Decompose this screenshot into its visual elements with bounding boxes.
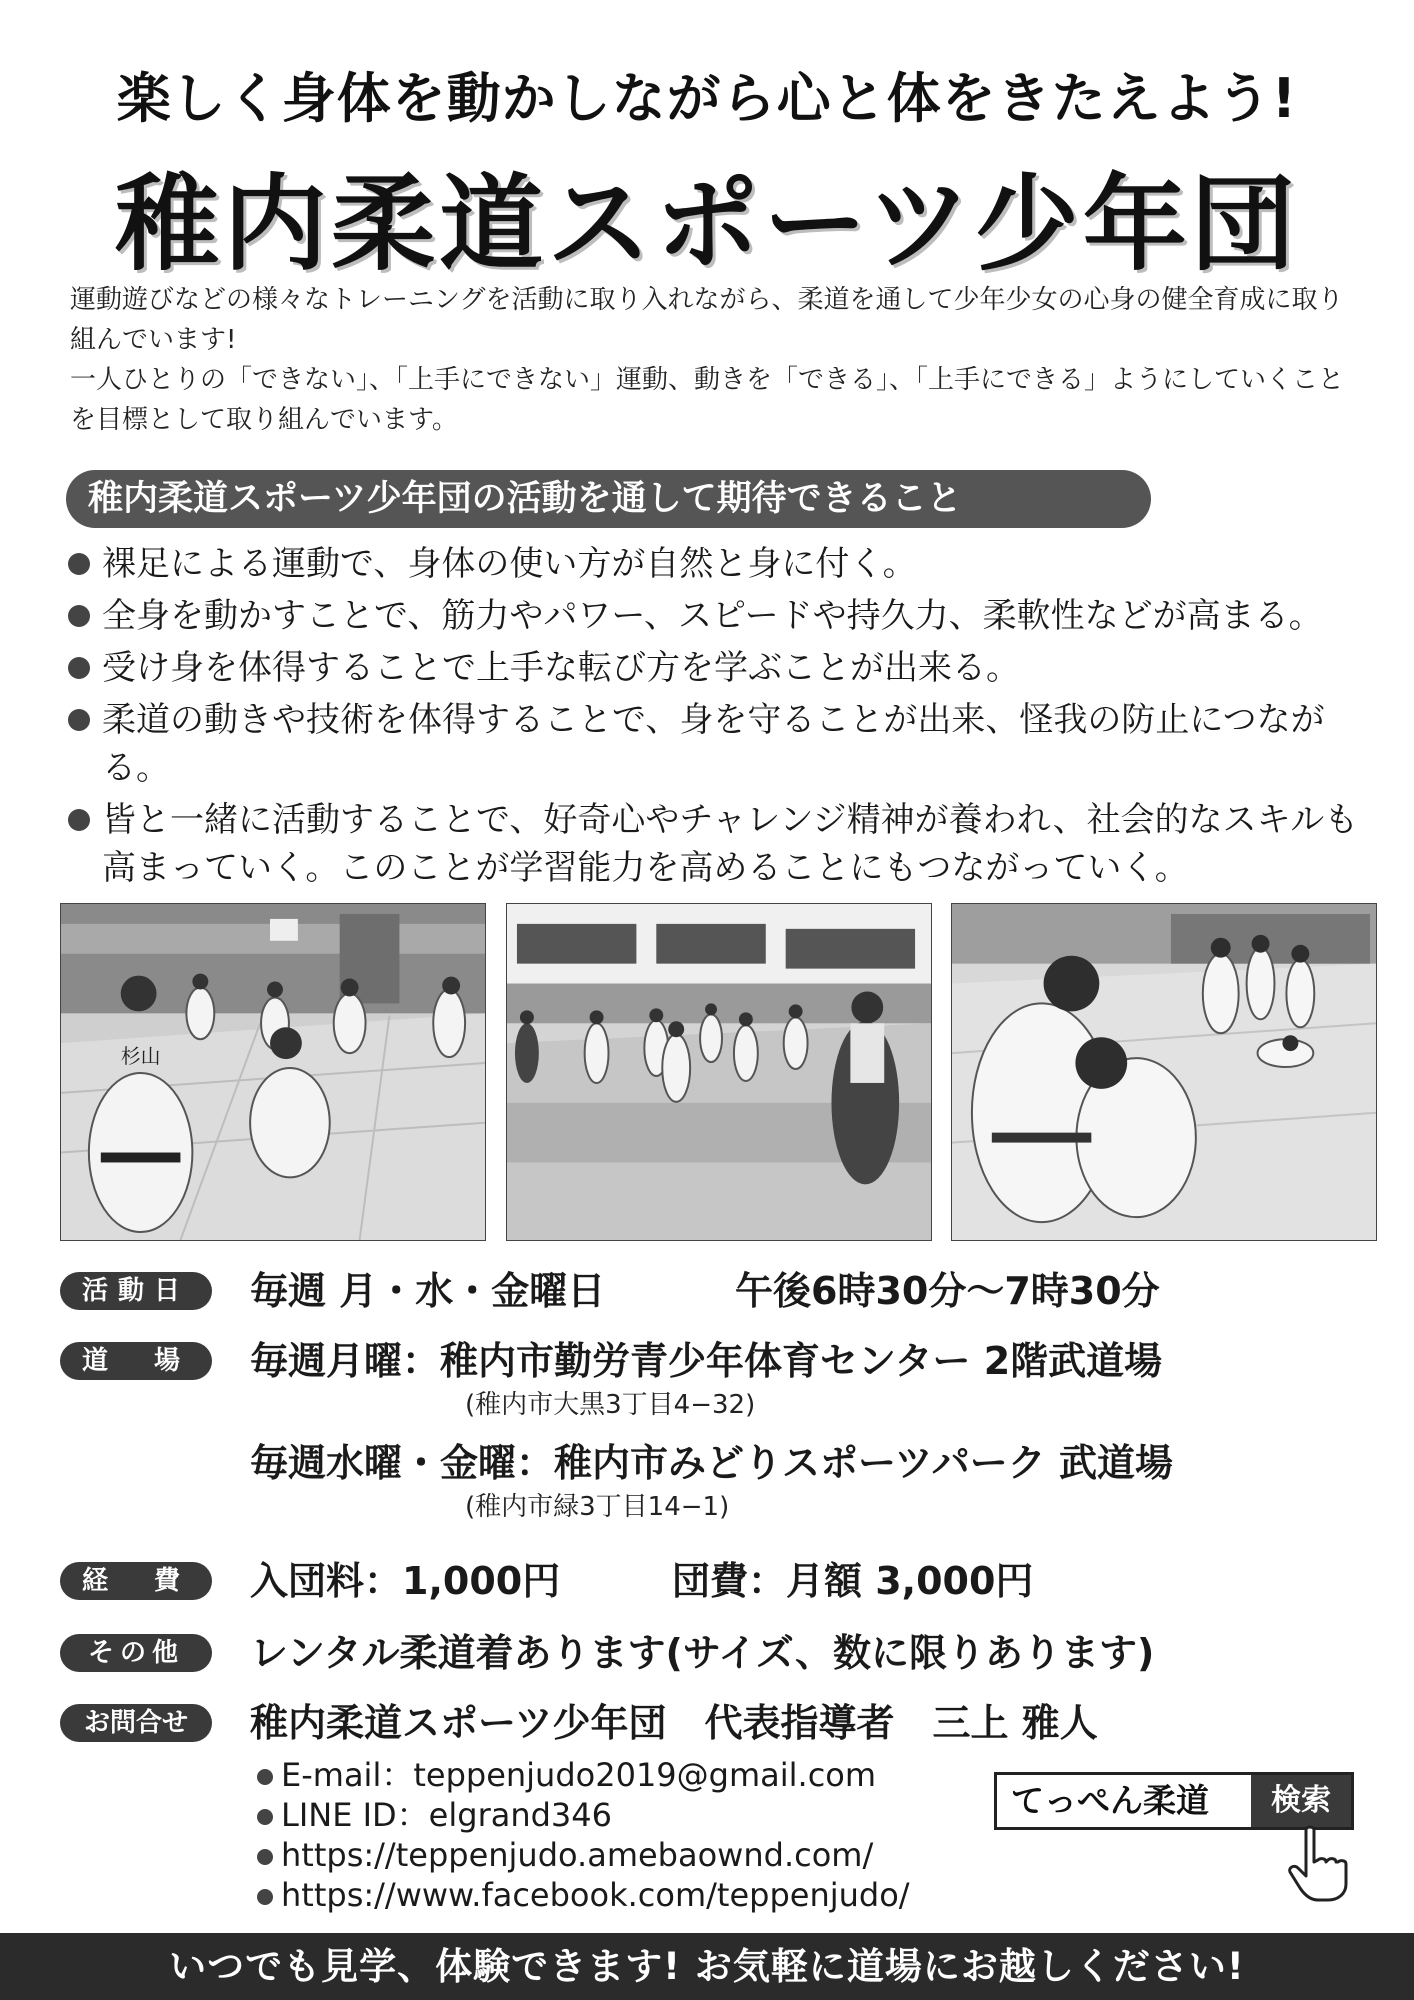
footer-banner: いつでも見学、体験できます! お気軽に道場にお越しください! [0,1933,1414,2000]
contact-email-text[interactable]: E-mail：teppenjudo2019@gmail.com [281,1756,877,1794]
bullet-dot-icon [68,553,90,575]
gi-name-text: 杉山 [120,1045,161,1069]
dojo-wed-fri: 毎週水曜・金曜：稚内市みどりスポーツパーク 武道場 [250,1441,1173,1485]
bullet-dot-icon [257,1889,273,1905]
bullet-dot-icon [68,605,90,627]
facebook-link[interactable]: https://www.facebook.com/teppenjudo/ [281,1876,910,1914]
benefit-item [68,644,1388,692]
contact-list [255,1755,1055,1915]
intro-text [70,280,1350,440]
contact-facebook[interactable] [255,1875,1055,1915]
contact-line-text[interactable]: LINE ID：elgrand346 [281,1796,613,1834]
photo-strip [60,903,1375,1241]
website-link[interactable]: https://teppenjudo.amebaownd.com/ [281,1836,874,1874]
benefit-text: 全身を動かすことで、筋力やパワー、スピードや持久力、柔軟性などが高まる。 [102,596,1323,636]
bullet-dot-icon [68,709,90,731]
benefit-text: 皆と一緒に活動することで、好奇心やチャレンジ精神が養われ、社会的なスキルも高まっていく。このことが学習能力を高めることにもつながっていく。 [102,800,1359,888]
dojo-wed-fri-address: (稚内市緑3丁目14−1) [465,1492,730,1522]
bullet-dot-icon [68,809,90,831]
contact-website[interactable] [255,1835,1055,1875]
bullet-dot-icon [257,1849,273,1865]
main-title: 稚内柔道スポーツ少年団 [115,163,1299,285]
fee-monthly: 団費：月額 3,000円 [672,1559,1034,1603]
benefit-item [68,592,1388,640]
judo-photo-3 [951,903,1377,1241]
benefits-list [68,540,1388,896]
benefit-item [68,696,1388,792]
dojo-label: 道 場 [60,1342,212,1380]
intro-paragraph-1: 運動遊びなどの様々なトレーニングを活動に取り入れながら、柔道を通して少年少女の心身の健全育成に取り組んでいます! [70,285,1344,355]
other-label: その他 [60,1634,212,1672]
bullet-dot-icon [257,1809,273,1825]
other-text: レンタル柔道着あります(サイズ、数に限りあります) [250,1631,1155,1675]
benefit-item [68,796,1388,892]
search-query[interactable]: てっぺん柔道 [1011,1781,1209,1820]
contact-line[interactable] [255,1795,1055,1835]
benefit-text: 柔道の動きや技術を体得することで、身を守ることが出来、怪我の防止につながる。 [102,700,1325,788]
judo-photo-1 [60,903,486,1241]
benefits-heading: 稚内柔道スポーツ少年団の活動を通して期待できること [66,470,1151,528]
benefit-text: 裸足による運動で、身体の使い方が自然と身に付く。 [102,544,917,584]
dojo-monday-address: (稚内市大黒3丁目4−32) [465,1390,756,1420]
judo-photo-1-image [61,904,485,1240]
judo-photo-2 [506,903,932,1241]
schedule-days: 毎週 月・水・金曜日 [250,1269,606,1313]
hand-pointer-icon [1282,1824,1352,1904]
benefit-item [68,540,1388,588]
fee-entry: 入団料：1,000円 [250,1559,561,1603]
bullet-dot-icon [257,1769,273,1785]
schedule-time: 午後6時30分～7時30分 [735,1269,1160,1313]
tagline: 楽しく身体を動かしながら心と体をきたえよう! [116,67,1298,130]
intro-paragraph-2: 一人ひとりの「できない」、「上手にできない」運動、動きを「できる」、「上手にできる」ようにしていくことを目標として取り組んでいます。 [70,365,1345,435]
bullet-dot-icon [68,657,90,679]
contact-email[interactable] [255,1755,1055,1795]
benefit-text: 受け身を体得することで上手な転び方を学ぶことが出来る。 [102,648,1020,688]
judo-photo-3-image [952,904,1376,1240]
schedule-label: 活動日 [60,1272,212,1310]
fee-label: 経 費 [60,1562,212,1600]
search-box[interactable] [994,1772,1354,1830]
contact-text: 稚内柔道スポーツ少年団 代表指導者 三上 雅人 [250,1701,1098,1745]
contact-label: お問合せ [60,1704,212,1742]
judo-photo-2-image [507,904,931,1240]
search-button[interactable]: 検索 [1251,1775,1351,1827]
dojo-monday: 毎週月曜：稚内市勤労青少年体育センター 2階武道場 [250,1339,1163,1383]
